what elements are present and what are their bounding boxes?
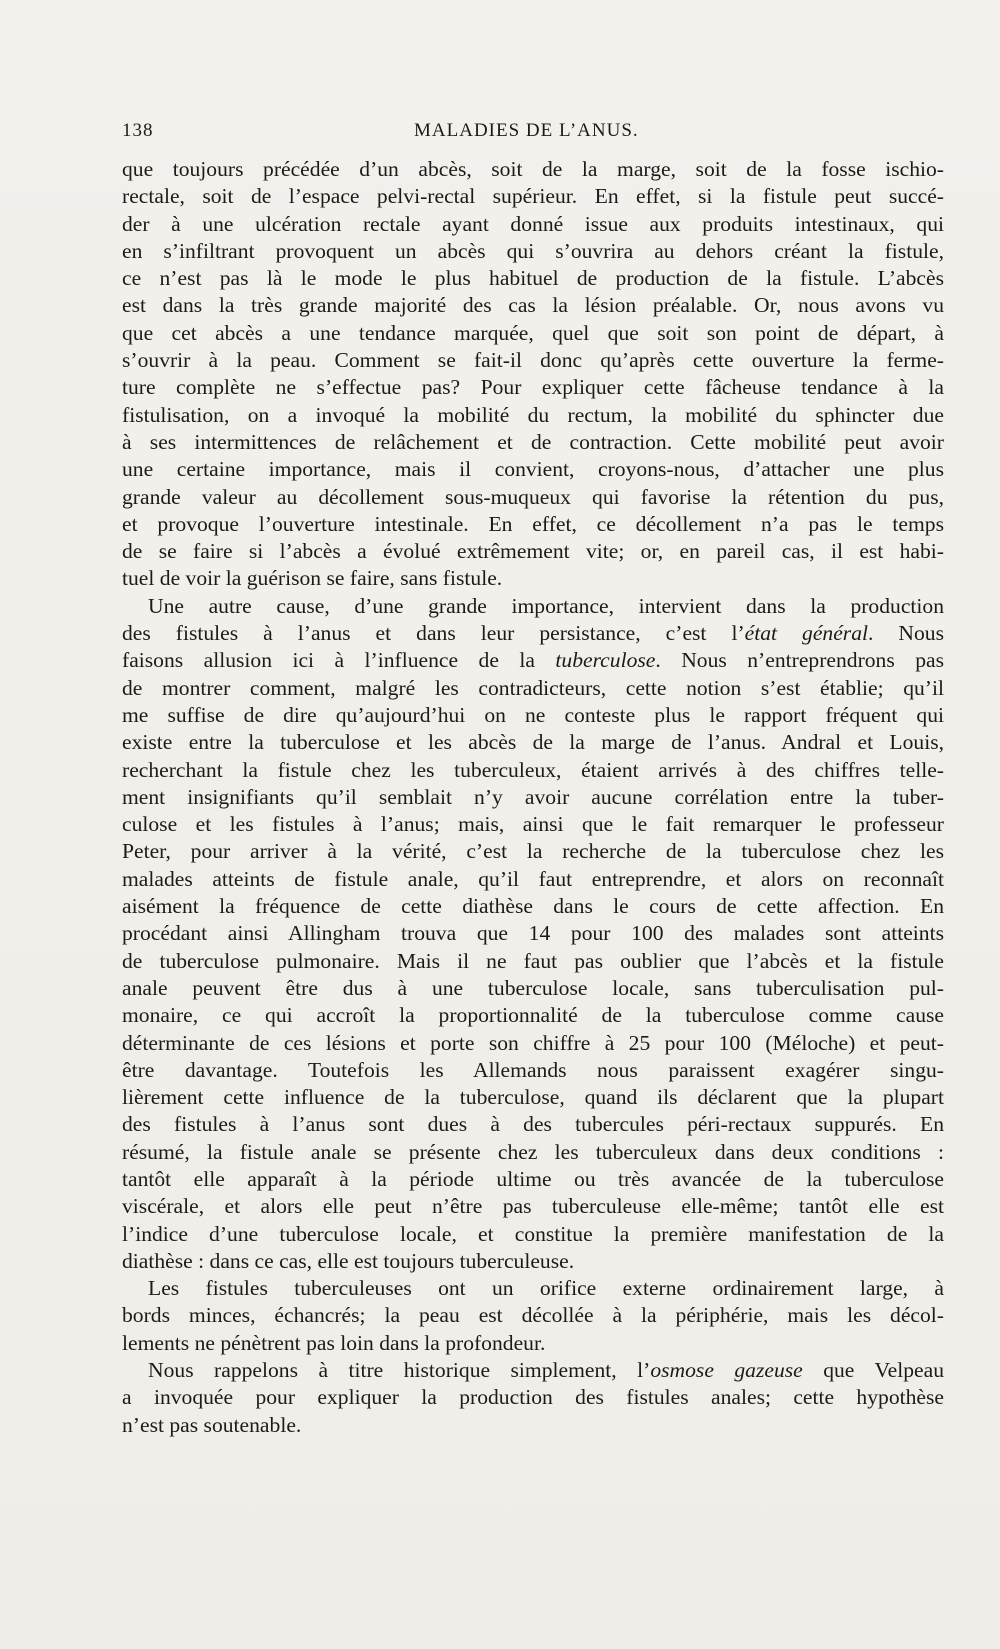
- text-line: à ses intermittences de relâchement et de contraction. Cette mobilité peut avoir: [122, 429, 944, 454]
- text-line-with-italic: [122, 620, 944, 647]
- text-line: recherchant la fistule chez les tuberculeux, étaient arrivés à des chiffres telle-: [122, 757, 944, 782]
- text-segment: que Velpeau: [802, 1358, 944, 1383]
- text-line: est dans la très grande majorité des cas la lésion préalable. Or, nous avons vu: [122, 293, 944, 318]
- text-line: me suffise de dire qu’aujourd’hui on ne conteste plus le rapport fréquent qui: [122, 702, 944, 727]
- text-line: lièrement cette influence de la tuberculose, quand ils déclarent que la plupart: [122, 1085, 944, 1110]
- text-line: a invoquée pour expliquer la production des fistules anales; cette hypothèse: [122, 1385, 944, 1410]
- paragraph-4: [122, 1357, 944, 1439]
- paragraph-2: [122, 593, 944, 1275]
- text-line: déterminante de ces lésions et porte son chiffre à 25 pour 100 (Méloche) et peut-: [122, 1030, 944, 1055]
- text-line: viscérale, et alors elle peut n’être pas tuberculeuse elle-même; tantôt elle est: [122, 1194, 944, 1219]
- text-line: existe entre la tuberculose et les abcès de la marge de l’anus. Andral et Louis,: [122, 730, 944, 755]
- text-line: procédant ainsi Allingham trouva que 14 pour 100 des malades sont atteints: [122, 921, 944, 946]
- text-line: malades atteints de fistule anale, qu’il faut entreprendre, et alors on reconnaît: [122, 866, 944, 891]
- text-line: ment insignifiants qu’il semblait n’y avoir aucune corrélation entre la tuber-: [122, 784, 944, 809]
- text-line: lements ne pénètrent pas loin dans la profondeur.: [122, 1330, 546, 1355]
- text-line: culose et les fistules à l’anus; mais, ainsi que le fait remarquer le professeur: [122, 812, 944, 837]
- text-line: être davantage. Toutefois les Allemands nous paraissent exagérer singu-: [122, 1057, 944, 1082]
- text-line: une certaine importance, mais il convient, croyons-nous, d’attacher une plus: [122, 457, 944, 482]
- text-line-with-italic: [122, 647, 944, 674]
- text-segment: Nous rappelons à titre historique simplement, l’: [148, 1358, 651, 1383]
- text-segment: des fistules à l’anus et dans leur persistance, c’est l’: [122, 621, 745, 646]
- text-line: ce n’est pas là le mode le plus habituel de production de la fistule. L’abcès: [122, 266, 944, 291]
- text-line: en s’infiltrant provoquent un abcès qui s’ouvrira au dehors créant la fistule,: [122, 238, 944, 263]
- text-line: tantôt elle apparaît à la période ultime ou très avancée de la tuberculose: [122, 1166, 944, 1191]
- text-line: anale peuvent être dus à une tuberculose locale, sans tuberculisation pul-: [122, 975, 944, 1000]
- paragraph-3: [122, 1275, 944, 1357]
- text-line: de se faire si l’abcès a évolué extrêmement vite; or, en pareil cas, il est habi-: [122, 539, 944, 564]
- italic-term: état général: [744, 621, 868, 646]
- body-text: [122, 156, 944, 1439]
- running-title: MALADIES DE L’ANUS.: [414, 120, 639, 141]
- text-line: Peter, pour arriver à la vérité, c’est la recherche de la tuberculose chez les: [122, 839, 944, 864]
- text-line: et provoque l’ouverture intestinale. En effet, ce décollement n’a pas le temps: [122, 511, 944, 536]
- italic-term: osmose gazeuse: [650, 1358, 803, 1383]
- text-line: de montrer comment, malgré les contradicteurs, cette notion s’est établie; qu’il: [122, 675, 944, 700]
- text-line: monaire, ce qui accroît la proportionnalité de la tuberculose comme cause: [122, 1003, 944, 1028]
- text-segment: . Nous: [868, 621, 945, 646]
- text-line: que toujours précédée d’un abcès, soit de la marge, soit de la fosse ischio-: [122, 157, 944, 181]
- text-line: diathèse : dans ce cas, elle est toujours tuberculeuse.: [122, 1248, 575, 1273]
- text-line: rectale, soit de l’espace pelvi-rectal supérieur. En effet, si la fistule peut succé-: [122, 184, 944, 209]
- text-line: des fistules à l’anus sont dues à des tubercules péri-rectaux suppurés. En: [122, 1112, 944, 1137]
- text-line: fistulisation, on a invoqué la mobilité du rectum, la mobilité du sphincter due: [122, 402, 944, 427]
- paragraph-1: [122, 156, 944, 593]
- page-number: 138: [122, 120, 154, 141]
- text-line: que cet abcès a une tendance marquée, quel que soit son point de départ, à: [122, 320, 944, 345]
- text-line: ture complète ne s’effectue pas? Pour expliquer cette fâcheuse tendance à la: [122, 375, 944, 400]
- text-line: der à une ulcération rectale ayant donné issue aux produits intestinaux, qui: [122, 211, 944, 236]
- text-line: Les fistules tuberculeuses ont un orifice externe ordinairement large, à: [148, 1276, 944, 1301]
- text-line: Une autre cause, d’une grande importance, intervient dans la production: [148, 593, 944, 618]
- text-segment: . Nous n’entreprendrons pas: [655, 648, 945, 673]
- text-line: n’est pas soutenable.: [122, 1412, 302, 1437]
- text-line: l’indice d’une tuberculose locale, et constitue la première manifestation de la: [122, 1221, 944, 1246]
- text-line: grande valeur au décollement sous-muqueux qui favorise la rétention du pus,: [122, 484, 944, 509]
- text-line: de tuberculose pulmonaire. Mais il ne faut pas oublier que l’abcès et la fistule: [122, 948, 944, 973]
- text-line: tuel de voir la guérison se faire, sans fistule.: [122, 566, 503, 591]
- text-line: bords minces, échancrés; la peau est décollée à la périphérie, mais les décol-: [122, 1303, 944, 1328]
- text-segment: faisons allusion ici à l’influence de la: [122, 648, 556, 673]
- text-line-with-italic: [122, 1357, 944, 1384]
- text-line: aisément la fréquence de cette diathèse dans le cours de cette affection. En: [122, 894, 944, 919]
- text-line: résumé, la fistule anale se présente chez les tuberculeux dans deux conditions :: [122, 1139, 944, 1164]
- text-line: s’ouvrir à la peau. Comment se fait-il donc qu’après cette ouverture la ferme-: [122, 348, 944, 373]
- italic-term: tuberculose: [555, 648, 656, 673]
- page-header: [122, 120, 942, 148]
